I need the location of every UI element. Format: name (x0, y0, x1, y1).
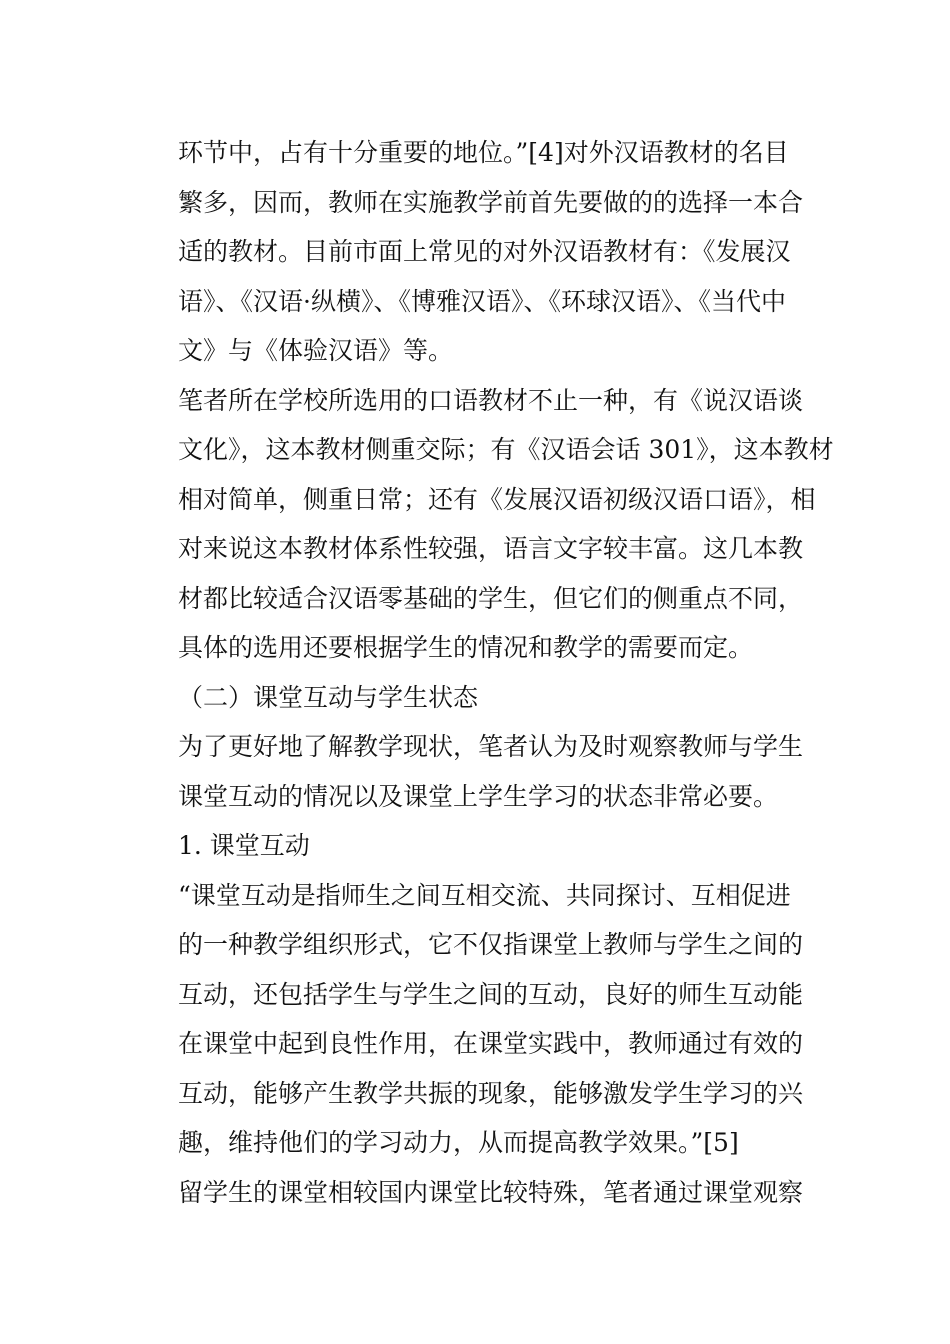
text-line-18: 互动，还包括学生与学生之间的互动，良好的师生互动能 (178, 979, 804, 1009)
text-line-7: 文化》，这本教材侧重交际；有《汉语会话 301》，这本教材 (178, 435, 834, 464)
text-line-4: 语》、《汉语·纵横》、《博雅汉语》、《环球汉语》、《当代中 (178, 286, 786, 316)
text-line-6: 笔者所在学校所选用的口语教材不止一种，有《说汉语谈 (178, 385, 804, 415)
body-text (178, 128, 834, 1217)
subsection-heading: 1. 课堂互动 (178, 831, 310, 860)
text-line-3: 适的教材。目前市面上常见的对外汉语教材有：《发展汉 (178, 237, 791, 266)
text-line-10: 材都比较适合汉语零基础的学生，但它们的侧重点不同， (178, 583, 804, 613)
section-heading: （二）课堂互动与学生状态 (178, 682, 479, 712)
text-line-5: 文》与《体验汉语》等。 (178, 336, 454, 365)
text-line-9: 对来说这本教材体系性较强，语言文字较丰富。这几本教 (178, 534, 804, 563)
text-line-1: 环节中，占有十分重要的地位。”[4]对外汉语教材的名目 (178, 138, 789, 167)
text-line-19: 在课堂中起到良性作用，在课堂实践中，教师通过有效的 (178, 1029, 804, 1058)
text-line-21: 趣，维持他们的学习动力，从而提高教学效果。”[5] (178, 1128, 739, 1157)
text-line-16: “课堂互动是指师生之间互相交流、共同探讨、互相促进 (178, 880, 791, 910)
text-line-22: 留学生的课堂相较国内课堂比较特殊，笔者通过课堂观察 (178, 1177, 804, 1207)
text-line-2: 繁多，因而，教师在实施教学前首先要做的的选择一本合 (178, 187, 804, 217)
text-line-11: 具体的选用还要根据学生的情况和教学的需要而定。 (178, 633, 754, 662)
text-line-13: 为了更好地了解教学现状，笔者认为及时观察教师与学生 (178, 732, 804, 761)
text-line-8: 相对简单，侧重日常；还有《发展汉语初级汉语口语》，相 (178, 484, 816, 514)
text-line-17: 的一种教学组织形式，它不仅指课堂上教师与学生之间的 (178, 930, 804, 959)
text-line-14: 课堂互动的情况以及课堂上学生学习的状态非常必要。 (178, 781, 779, 811)
text-line-20: 互动，能够产生教学共振的现象，能够激发学生学习的兴 (178, 1078, 804, 1108)
